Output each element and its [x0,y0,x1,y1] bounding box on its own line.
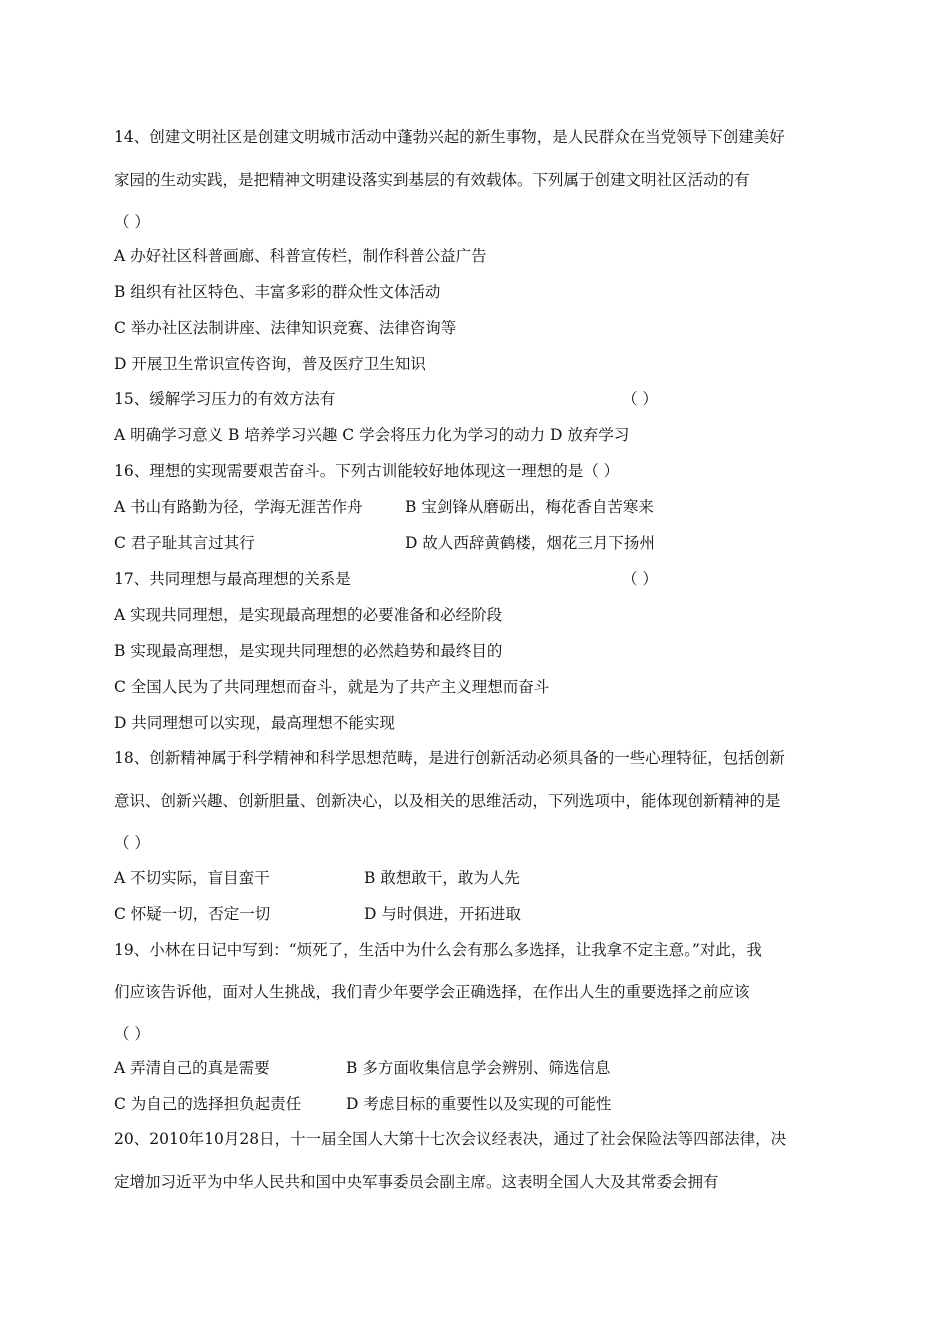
q18-stem-line-1: 18、创新精神属于科学精神和科学思想范畴，是进行创新活动必须具备的一些心理特征，包括创新 [114,749,785,767]
q19-option-d: D 考虑目标的重要性以及实现的可能性 [346,1095,612,1113]
q17-stem: 17、共同理想与最高理想的关系是 [114,570,351,588]
q15-stem: 15、缓解学习压力的有效方法有 [114,390,336,408]
q20-stem-line-2: 定增加习近平为中华人民共和国中央军事委员会副主席。这表明全国人大及其常委会拥有 [114,1173,719,1191]
q15-answer-bracket: （ ） [622,390,658,408]
q16-option-b: B 宝剑锋从磨砺出，梅花香自苦寒来 [405,498,654,516]
q16-option-d: D 故人西辞黄鹤楼，烟花三月下扬州 [405,534,655,552]
q18-option-d: D 与时俱进，开拓进取 [364,905,521,923]
q14-stem-line-2: 家园的生动实践，是把精神文明建设落实到基层的有效载体。下列属于创建文明社区活动的有 [114,171,750,189]
q19-stem-line-2: 们应该告诉他，面对人生挑战，我们青少年要学会正确选择，在作出人生的重要选择之前应该 [114,983,750,1001]
q17-answer-bracket: （ ） [622,570,658,588]
q16-stem: 16、理想的实现需要艰苦奋斗。下列古训能较好地体现这一理想的是（ ） [114,462,620,480]
q17-option-b: B 实现最高理想，是实现共同理想的必然趋势和最终目的 [114,642,503,660]
q19-answer-bracket: （ ） [114,1025,150,1043]
q15-options: A 明确学习意义 B 培养学习兴趣 C 学会将压力化为学习的动力 D 放弃学习 [114,426,630,444]
q17-option-d: D 共同理想可以实现，最高理想不能实现 [114,714,395,732]
q16-option-c: C 君子耻其言过其行 [114,534,255,552]
q18-option-c: C 怀疑一切，否定一切 [114,905,271,923]
q17-option-c: C 全国人民为了共同理想而奋斗，就是为了共产主义理想而奋斗 [114,678,550,696]
q18-option-a: A 不切实际，盲目蛮干 [114,869,270,887]
q14-option-b: B 组织有社区特色、丰富多彩的群众性文体活动 [114,283,441,301]
q14-stem-line-1: 14、创建文明社区是创建文明城市活动中蓬勃兴起的新生事物，是人民群众在当党领导下创建美好 [114,128,785,146]
q18-stem-line-2: 意识、创新兴趣、创新胆量、创新决心，以及相关的思维活动，下列选项中，能体现创新精神的是 [114,792,781,810]
q14-option-d: D 开展卫生常识宣传咨询，普及医疗卫生知识 [114,355,426,373]
q17-option-a: A 实现共同理想，是实现最高理想的必要准备和必经阶段 [114,606,503,624]
q19-option-c: C 为自己的选择担负起责任 [114,1095,302,1113]
q18-answer-bracket: （ ） [114,834,150,852]
q20-stem-line-1: 20、2010年10月28日，十一届全国人大第十七次会议经表决，通过了社会保险法等四部法律，决 [114,1130,787,1148]
q14-option-a: A 办好社区科普画廊、科普宣传栏，制作科普公益广告 [114,247,487,265]
q18-option-b: B 敢想敢干，敢为人先 [364,869,520,887]
q19-option-b: B 多方面收集信息学会辨别、筛选信息 [346,1059,611,1077]
q19-stem-line-1: 19、小林在日记中写到：“烦死了，生活中为什么会有那么多选择，让我拿不定主意。”对此，我 [114,941,762,959]
q19-option-a: A 弄清自己的真是需要 [114,1059,270,1077]
q14-answer-bracket: （ ） [114,213,150,231]
q14-option-c: C 举办社区法制讲座、法律知识竞赛、法律咨询等 [114,319,457,337]
q16-option-a: A 书山有路勤为径，学海无涯苦作舟 [114,498,363,516]
